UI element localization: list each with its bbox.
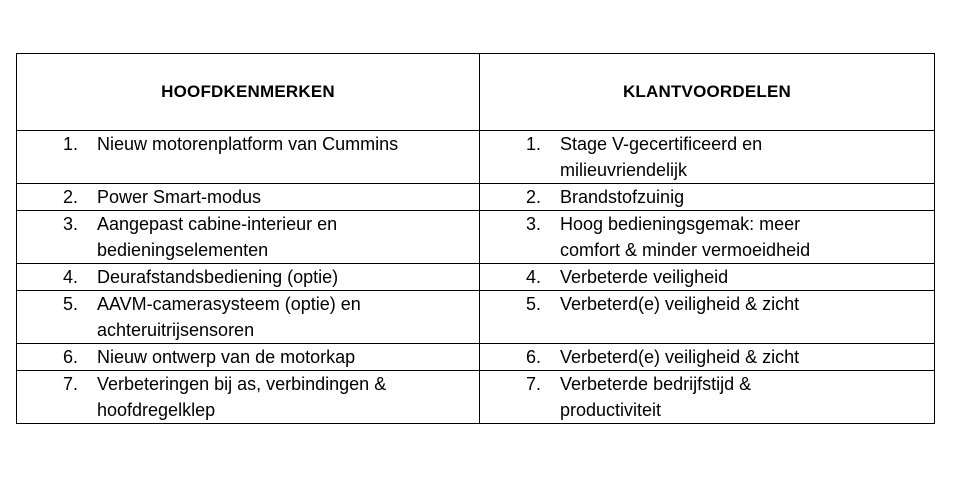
item-line: milieuvriendelijk xyxy=(560,160,688,180)
item-number: 4. xyxy=(526,267,542,287)
feature-cell xyxy=(17,264,480,291)
item-line: Verbeteringen bij as, verbindingen & xyxy=(97,374,387,394)
benefit-cell xyxy=(480,371,935,424)
item-text xyxy=(560,344,799,370)
feature-cell xyxy=(17,291,480,344)
feature-cell xyxy=(17,371,480,424)
item-text xyxy=(97,131,398,157)
item-line: Nieuw ontwerp van de motorkap xyxy=(97,347,356,367)
header-features: HOOFDKENMERKEN xyxy=(17,54,480,131)
benefit-cell xyxy=(480,211,935,264)
header-benefits: KLANTVOORDELEN xyxy=(480,54,935,131)
benefit-cell xyxy=(480,344,935,371)
item-line: Verbeterd(e) veiligheid & zicht xyxy=(560,294,800,314)
item-line: Verbeterd(e) veiligheid & zicht xyxy=(560,347,800,367)
benefit-cell xyxy=(480,184,935,211)
item-line: Stage V-gecertificeerd en xyxy=(560,134,763,154)
feature-cell xyxy=(17,184,480,211)
benefit-cell xyxy=(480,291,935,344)
table-row xyxy=(17,344,935,371)
benefit-cell xyxy=(480,131,935,184)
table-row xyxy=(17,371,935,424)
item-text xyxy=(97,184,261,210)
item-number: 1. xyxy=(526,134,542,154)
item-text xyxy=(97,211,337,263)
item-line: productiviteit xyxy=(560,400,662,420)
item-line: Aangepast cabine-interieur en xyxy=(97,214,338,234)
table-row xyxy=(17,211,935,264)
table-row xyxy=(17,264,935,291)
item-text xyxy=(97,264,338,290)
feature-cell xyxy=(17,211,480,264)
item-line: Verbeterde bedrijfstijd & xyxy=(560,374,752,394)
item-line: hoofdregelklep xyxy=(97,400,216,420)
table-row xyxy=(17,291,935,344)
item-text xyxy=(560,211,810,263)
item-text xyxy=(560,131,762,183)
item-text xyxy=(97,371,386,423)
item-line: AAVM-camerasysteem (optie) en xyxy=(97,294,361,314)
item-number: 1. xyxy=(63,134,79,154)
item-text xyxy=(97,291,361,343)
item-number: 7. xyxy=(526,374,542,394)
item-number: 2. xyxy=(63,187,79,207)
item-number: 6. xyxy=(63,347,79,367)
table-row xyxy=(17,184,935,211)
item-line: Deurafstandsbediening (optie) xyxy=(97,267,339,287)
item-number: 3. xyxy=(526,214,542,234)
feature-cell xyxy=(17,131,480,184)
item-text xyxy=(560,371,751,423)
item-text xyxy=(560,184,684,210)
features-benefits-table xyxy=(16,53,935,424)
item-text xyxy=(97,344,355,370)
item-text xyxy=(560,264,728,290)
benefit-cell xyxy=(480,264,935,291)
item-line: Power Smart-modus xyxy=(97,187,262,207)
item-text xyxy=(560,291,799,317)
item-line: Brandstofzuinig xyxy=(560,187,685,207)
item-number: 6. xyxy=(526,347,542,367)
item-line: Nieuw motorenplatform van Cummins xyxy=(97,134,399,154)
item-line: Verbeterde veiligheid xyxy=(560,267,729,287)
item-number: 4. xyxy=(63,267,79,287)
table-header-row xyxy=(17,54,935,131)
item-line: achteruitrijsensoren xyxy=(97,320,255,340)
item-number: 3. xyxy=(63,214,79,234)
item-line: comfort & minder vermoeidheid xyxy=(560,240,811,260)
item-number: 5. xyxy=(526,294,542,314)
item-line: Hoog bedieningsgemak: meer xyxy=(560,214,801,234)
item-number: 7. xyxy=(63,374,79,394)
feature-cell xyxy=(17,344,480,371)
item-number: 5. xyxy=(63,294,79,314)
item-line: bedieningselementen xyxy=(97,240,269,260)
item-number: 2. xyxy=(526,187,542,207)
table-row xyxy=(17,131,935,184)
